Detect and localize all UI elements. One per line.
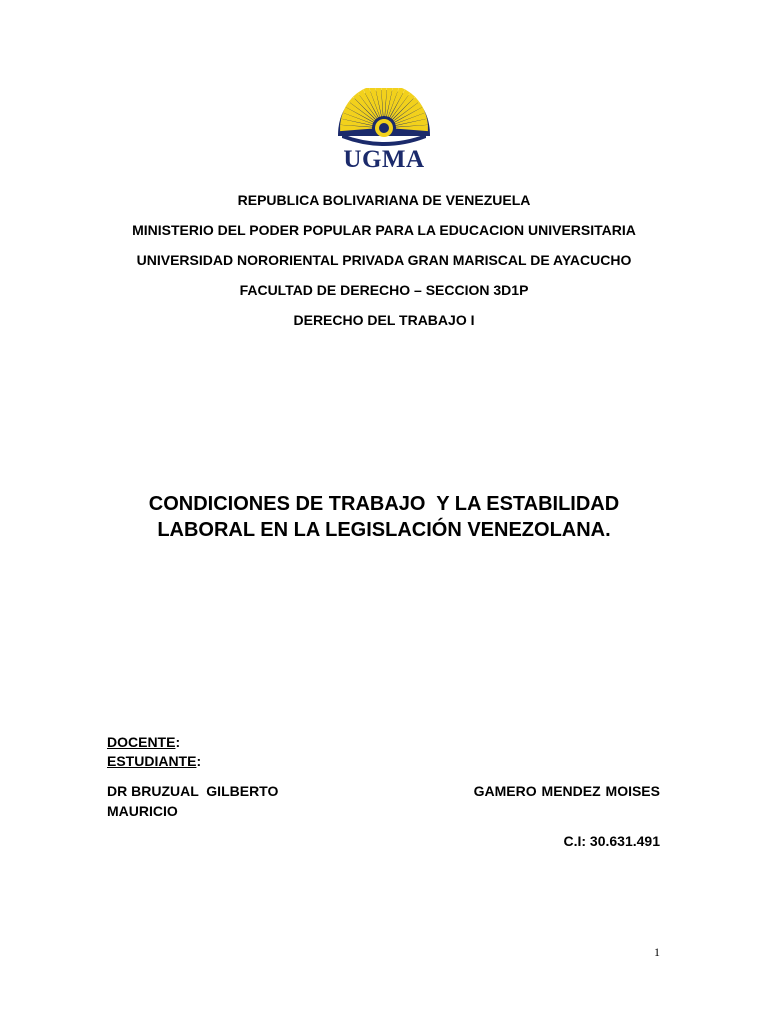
estudiante-label xyxy=(107,753,201,769)
header-line-republic: REPUBLICA BOLIVARIANA DE VENEZUELA xyxy=(237,192,531,208)
student-name: GAMERO MENDEZ MOISES xyxy=(473,783,660,799)
page-number: 1 xyxy=(654,945,660,959)
header-line-university: UNIVERSIDAD NORORIENTAL PRIVADA GRAN MARISCAL DE AYACUCHO xyxy=(136,252,632,268)
header-line-subject: DERECHO DEL TRABAJO I xyxy=(293,312,475,328)
estudiante-label-colon: : xyxy=(196,753,202,769)
document-title xyxy=(100,491,668,543)
ugma-emblem-icon xyxy=(332,88,436,148)
emblem-center-core xyxy=(379,123,389,133)
docente-name-line-1: DR BRUZUAL GILBERTO xyxy=(107,783,279,799)
docente-label-colon: : xyxy=(175,734,181,750)
docente-label-text: DOCENTE xyxy=(107,734,176,750)
ugma-logo xyxy=(332,88,436,184)
docente-name-line-2: MAURICIO xyxy=(107,803,178,819)
estudiante-label-text: ESTUDIANTE xyxy=(107,753,197,769)
docente-label xyxy=(107,734,180,750)
header-line-ministry: MINISTERIO DEL PODER POPULAR PARA LA EDUCACION UNIVERSITARIA xyxy=(132,222,636,238)
document-title-line-1: CONDICIONES DE TRABAJO Y LA ESTABILIDAD xyxy=(148,493,620,515)
header-line-faculty: FACULTAD DE DERECHO – SECCION 3D1P xyxy=(239,282,529,298)
student-id: C.I: 30.631.491 xyxy=(563,833,660,849)
logo-text: UGMA xyxy=(343,146,425,173)
document-title-line-2: LABORAL EN LA LEGISLACIÓN VENEZOLANA. xyxy=(157,519,611,541)
